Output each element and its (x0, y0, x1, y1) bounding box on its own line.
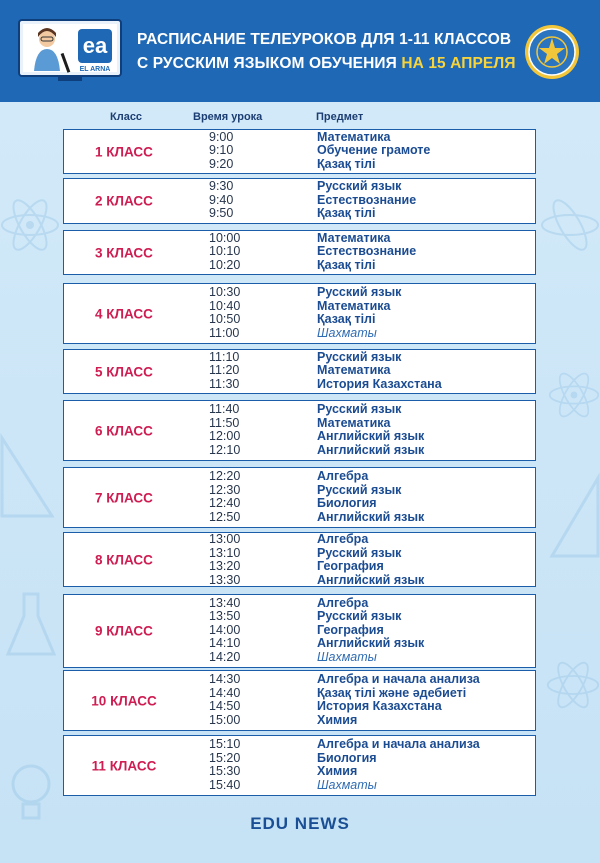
lesson-subjects (317, 597, 532, 665)
lesson-time: 9:50 (209, 206, 234, 221)
lesson-time: 9:40 (209, 192, 234, 207)
lesson-subject: Английский язык (317, 509, 425, 524)
lesson-subject: Русский язык (317, 179, 402, 194)
lesson-time: 11:30 (209, 376, 240, 391)
lesson-time: 12:30 (209, 482, 241, 497)
class-label: 5 КЛАСС (95, 364, 153, 379)
lesson-time: 10:20 (209, 257, 241, 272)
logo-text: ea (82, 33, 108, 58)
lesson-subjects (317, 533, 532, 587)
lesson-time: 14:50 (209, 699, 241, 713)
lesson-time: 15:40 (209, 777, 241, 792)
class-row (63, 532, 536, 587)
lesson-time: 9:10 (209, 143, 234, 158)
lesson-time: 12:20 (209, 469, 241, 483)
lesson-subjects (317, 180, 532, 221)
class-row (63, 670, 536, 731)
lesson-subject: Биология (317, 496, 377, 510)
lesson-time: 10:40 (209, 298, 241, 313)
lesson-subject: Шахматы (317, 325, 377, 340)
lesson-times (209, 597, 269, 665)
lesson-time: 15:20 (209, 750, 241, 765)
lesson-subject: Русский язык (317, 609, 402, 624)
lesson-time: 10:30 (209, 285, 241, 299)
lesson-time: 15:00 (209, 712, 241, 727)
lesson-subject: Естествознание (317, 192, 417, 207)
lesson-time: 11:10 (209, 349, 240, 364)
lesson-times (209, 673, 269, 727)
class-row (63, 400, 536, 461)
class-label: 3 КЛАСС (95, 245, 153, 260)
column-header-class: Класс (110, 111, 143, 123)
lesson-times (209, 131, 269, 172)
lesson-time: 9:30 (209, 179, 234, 194)
subtitle-text: С РУССКИМ ЯЗЫКОМ ОБУЧЕНИЯ (137, 55, 397, 72)
lesson-time: 14:40 (209, 685, 241, 700)
lesson-subject: География (317, 559, 384, 573)
lesson-times (209, 470, 269, 524)
lesson-time: 13:30 (209, 572, 241, 587)
lesson-subject: Химия (317, 712, 358, 727)
class-row (63, 178, 536, 224)
class-row (63, 283, 536, 344)
lesson-subjects (317, 286, 532, 340)
lesson-subject: Английский язык (317, 442, 425, 457)
class-label: 8 КЛАСС (95, 552, 153, 567)
footer-brand: EDU NEWS (250, 814, 350, 833)
lesson-time: 14:10 (209, 636, 241, 651)
lesson-subject: Химия (317, 764, 358, 778)
lesson-subjects (317, 738, 532, 792)
lesson-subject: Қазақ тілі (317, 156, 376, 171)
lesson-time: 10:50 (209, 312, 241, 326)
lesson-time: 15:10 (209, 737, 241, 751)
lesson-times (209, 533, 269, 587)
lesson-subject: Қазақ тілі және әдебиеті (317, 685, 467, 700)
lesson-subject: Русский язык (317, 402, 402, 416)
lesson-times (209, 180, 269, 221)
lesson-subject: Обучение грамоте (317, 143, 431, 158)
lesson-subjects (317, 470, 532, 524)
lesson-subject: Алгебра и начала анализа (317, 672, 480, 686)
lesson-time: 9:20 (209, 156, 234, 171)
class-row (63, 349, 536, 394)
lesson-time: 10:00 (209, 230, 241, 245)
lesson-subject: История Казахстана (317, 699, 442, 713)
class-label: 2 КЛАСС (95, 193, 153, 209)
lesson-subject: Математика (317, 129, 391, 144)
lesson-time: 13:20 (209, 559, 241, 573)
lesson-time: 10:10 (209, 244, 241, 259)
date-label: НА 15 АПРЕЛЯ (401, 55, 516, 72)
class-label: 9 КЛАСС (95, 623, 153, 639)
class-row (63, 735, 536, 796)
column-header-time: Время урока (193, 111, 263, 123)
lesson-time: 13:50 (209, 609, 241, 624)
lesson-time: 11:20 (209, 363, 240, 378)
lesson-subject: Қазақ тілі (317, 312, 376, 326)
logo-caption: EL ARNA (79, 66, 111, 73)
lesson-subject: Английский язык (317, 572, 425, 587)
lesson-subject: Алгебра (317, 595, 369, 610)
lesson-times (209, 286, 269, 340)
lesson-subject: Русский язык (317, 545, 402, 560)
lesson-subjects (317, 673, 532, 727)
lesson-subject: Русский язык (317, 349, 402, 364)
lesson-subjects (317, 232, 532, 273)
class-label: 1 КЛАСС (95, 144, 153, 159)
lesson-time: 9:00 (209, 129, 234, 144)
class-row (63, 129, 536, 174)
lesson-subject: Алгебра (317, 532, 369, 546)
class-label: 6 КЛАСС (95, 423, 153, 438)
lesson-subject: Русский язык (317, 482, 402, 497)
lesson-subject: Естествознание (317, 244, 417, 259)
lesson-time: 11:00 (209, 325, 240, 340)
class-label: 7 КЛАСС (95, 490, 153, 505)
class-row (63, 230, 536, 275)
class-label: 4 КЛАСС (95, 306, 153, 321)
lesson-times (209, 351, 269, 392)
lesson-subject: Алгебра (317, 469, 369, 483)
lesson-subject: Английский язык (317, 429, 425, 443)
lesson-subject: География (317, 622, 384, 637)
lesson-time: 13:00 (209, 532, 241, 546)
lesson-subject: Биология (317, 750, 377, 765)
class-row (63, 594, 536, 668)
lesson-subjects (317, 351, 532, 392)
class-row (63, 467, 536, 528)
class-label: 11 КЛАСС (91, 758, 157, 773)
lesson-time: 14:30 (209, 672, 241, 686)
lesson-time: 12:40 (209, 496, 241, 510)
lesson-subject: Шахматы (317, 777, 377, 792)
lesson-time: 14:00 (209, 622, 241, 637)
lesson-subjects (317, 131, 532, 172)
lesson-time: 14:20 (209, 649, 241, 664)
lesson-subject: История Казахстана (317, 376, 442, 391)
lesson-subject: Математика (317, 363, 391, 378)
lesson-subject: Қазақ тілі (317, 257, 376, 272)
lesson-time: 13:10 (209, 545, 241, 560)
lesson-subject: Алгебра и начала анализа (317, 737, 480, 751)
lesson-time: 11:50 (209, 415, 240, 430)
lesson-subject: Математика (317, 298, 391, 313)
lesson-subject: Математика (317, 415, 391, 430)
page-title: РАСПИСАНИЕ ТЕЛЕУРОКОВ ДЛЯ 1-11 КЛАССОВ (137, 31, 512, 48)
lesson-time: 13:40 (209, 595, 241, 610)
lesson-subjects (317, 403, 532, 457)
lesson-times (209, 738, 269, 792)
lesson-subject: Английский язык (317, 636, 425, 651)
lesson-subject: Математика (317, 230, 391, 245)
lesson-subject: Қазақ тілі (317, 206, 376, 221)
lesson-times (209, 232, 269, 273)
column-header-subject: Предмет (316, 111, 364, 123)
class-label: 10 КЛАСС (91, 693, 157, 708)
lesson-subject: Русский язык (317, 285, 402, 299)
lesson-time: 12:00 (209, 429, 241, 443)
lesson-time: 11:40 (209, 402, 240, 416)
lesson-times (209, 403, 269, 457)
lesson-time: 12:50 (209, 509, 241, 524)
lesson-time: 12:10 (209, 442, 241, 457)
lesson-subject: Шахматы (317, 649, 377, 664)
lesson-time: 15:30 (209, 764, 241, 778)
